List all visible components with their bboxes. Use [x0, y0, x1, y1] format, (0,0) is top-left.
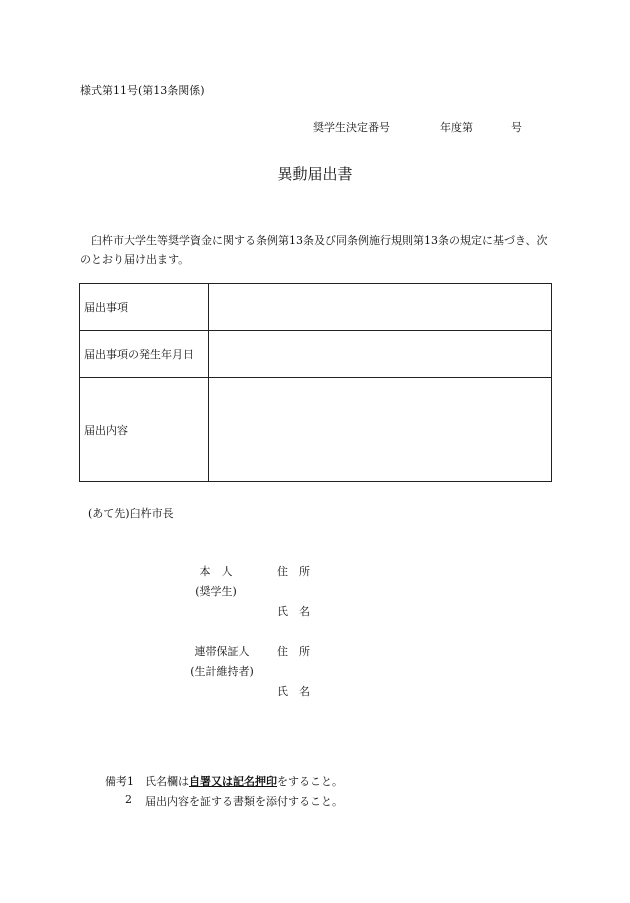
report-table	[79, 283, 552, 482]
guarantor-role-sub: (生計維持者)	[190, 665, 254, 678]
student-address-label: 住 所	[277, 565, 310, 578]
table-row	[80, 331, 552, 378]
table-row	[80, 378, 552, 482]
guarantor-role: 連帯保証人	[194, 645, 250, 658]
table-row	[80, 284, 552, 331]
student-role: 本 人	[199, 565, 233, 578]
page-title: 異動届出書	[277, 165, 353, 183]
row-label: 届出事項の発生年月日	[80, 331, 209, 378]
note-1-emphasis: 自署又は記名押印	[189, 775, 277, 788]
student-role-sub: (奨学生)	[195, 585, 237, 598]
note-1	[145, 773, 343, 789]
note-1-after: をすること。	[277, 775, 343, 788]
notes-label: 備考1	[105, 775, 134, 788]
row-value-field[interactable]	[209, 284, 552, 331]
form-number: 様式第11号(第13条関係)	[80, 84, 205, 97]
guarantor-address-label: 住 所	[277, 645, 310, 658]
note-2-number: 2	[125, 793, 132, 806]
guarantor-name-label: 氏 名	[277, 685, 310, 698]
year-label: 年度第	[440, 121, 473, 134]
note-1-before: 氏名欄は	[145, 775, 189, 788]
row-value-field[interactable]	[209, 378, 552, 482]
intro-paragraph: 臼杵市大学生等奨学資金に関する条例第13条及び同条例施行規則第13条の規定に基づき、次のとおり届け出ます。	[80, 234, 548, 266]
note-2: 届出内容を証する書類を添付すること。	[145, 795, 343, 808]
decision-number-label: 奨学生決定番号	[313, 121, 390, 134]
student-name-label: 氏 名	[277, 605, 310, 618]
row-label: 届出事項	[80, 284, 209, 331]
row-value-field[interactable]	[209, 331, 552, 378]
number-suffix: 号	[511, 121, 522, 134]
addressee: (あて先)臼杵市長	[88, 507, 174, 520]
row-label: 届出内容	[80, 378, 209, 482]
